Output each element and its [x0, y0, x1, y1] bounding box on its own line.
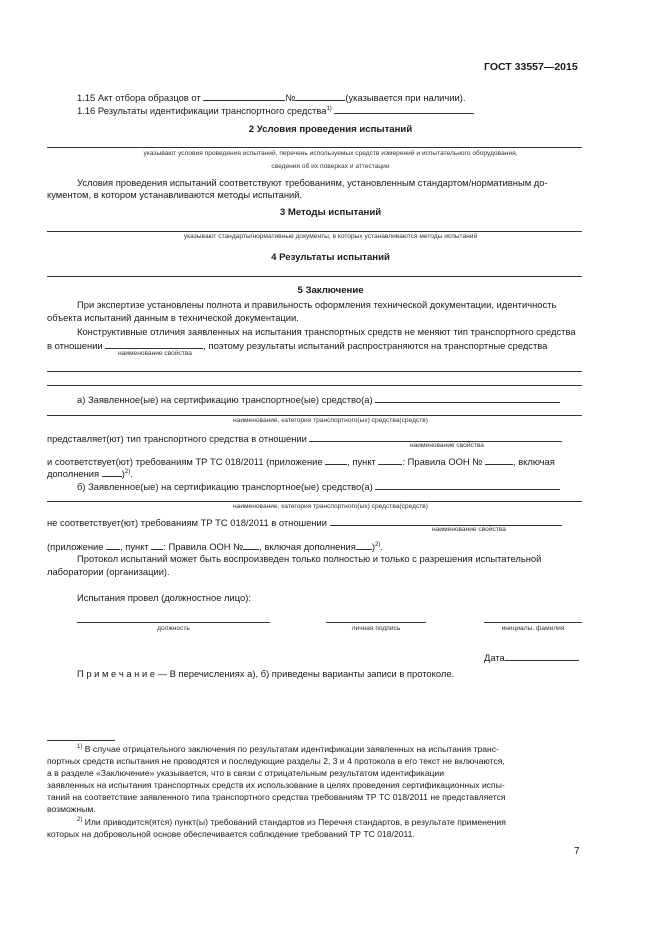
footnote-2-l1: $^{2)}$ Или приводится(ятся) пункт(ы) требований стандартов из Перечня стандартов, в результате применения [77, 817, 506, 827]
variant-a-conformity: и соответствует(ют) требованиям ТР ТС 018/2011 (приложение , пункт : Правила ООН № , включая [47, 456, 555, 467]
name-caption: инициалы, фамилия [501, 625, 565, 632]
section-2-para-1: Условия проведения испытаний соответствуют требованиям, установленным стандартом/нормативным до- [77, 177, 548, 188]
date-field: Дата [484, 651, 579, 664]
protocol-reproduction-l1: Протокол испытаний может быть воспроизведен только полностью и только с разрешения испытательной [77, 553, 542, 564]
section-4-fill-line [47, 276, 582, 277]
section-4-title: 4 Результаты испытаний [271, 252, 390, 263]
section-5-p1-l2: объекта испытаний данным в технической документации. [47, 312, 299, 323]
footnote-1-l5: таний на соответствие заявленного типа транспортного средства требованиям ТР ТС 018/2011 не представляется [47, 792, 506, 802]
section-3-title: 3 Методы испытаний [279, 207, 382, 218]
note: П р и м е ч а н и е — В перечислениях а), б) приведены варианты записи в протоколе. [77, 668, 455, 679]
section-5-title: 5 Заключение [297, 285, 364, 296]
position-caption: должность [157, 625, 190, 632]
footnote-1-l3: а в разделе «Заключение» указывается, что в связи с отрицательным результатом идентификации [47, 768, 445, 778]
variant-a-label: а) Заявленное(ые) на сертификацию транспортное(ые) средство(а) [77, 393, 560, 406]
footnote-separator [47, 740, 115, 741]
footnote-1-l2: портных средств испытания не проводятся и последующие разделы 2, 3 и 4 протокола в его текст не включаются, [47, 756, 505, 766]
footnote-1-l1: $^{1)}$ В случае отрицательного заключения по результатам идентификации заявленных на испытания транс- [77, 744, 499, 754]
variant-a-fill-line [47, 415, 582, 416]
footnote-1-l4: заявленных на испытания транспортных средств их использование в целях проведения сертификационных испы- [47, 780, 505, 790]
variant-b-fill-line [47, 501, 582, 502]
section-2-fill-line [47, 147, 582, 148]
footnote-1-l6: возможным. [47, 804, 96, 814]
section-3-hint: указывают стандарты/нормативные документы, в которых устанавливаются методы испытаний [183, 233, 478, 240]
section-2-hint-1: указывают условия проведения испытаний, перечень используемых средств измерений и испытательного оборудования, [143, 150, 518, 157]
section-5-p2-l1: Конструктивные отличия заявленных на испытания транспортных средств не меняют тип транспортного средства [77, 326, 576, 337]
variant-a-represents: представляет(ют) тип транспортного средства в отношении [47, 432, 562, 445]
item-1-15: 1.15 Акт отбора образцов от № (указывается при наличии). [77, 92, 466, 103]
doc-code: ГОСТ 33557—2015 [484, 61, 578, 73]
item-1-16: 1.16 Результаты идентификации транспортного средства$^{1)}$ [77, 104, 474, 117]
section-5-p1-l1: При экспертизе установлены полнота и правильность оформления технической документации, идентичность [77, 299, 557, 310]
section-3-fill-line [47, 231, 582, 232]
section-2-hint-2: сведения об их поверках и аттестации [271, 163, 390, 170]
variant-b-label: б) Заявленное(ые) на сертификацию транспортное(ые) средство(а) [77, 480, 560, 493]
signature-caption: личная подпись [351, 625, 401, 632]
tested-by-label: Испытания провел (должностное лицо): [77, 592, 251, 603]
section-5-fill-line-1 [47, 371, 582, 372]
variant-b-nonconformity: не соответствует(ют) требованиям ТР ТС 018/2011 в отношении [47, 516, 562, 529]
section-2-title: 2 Условия проведения испытаний [248, 124, 413, 135]
footnote-2-l2: которых на добровольной основе обеспечивается соблюдение требований ТР ТС 018/2011. [47, 829, 415, 839]
page-number: 7 [574, 846, 580, 857]
position-line [77, 622, 270, 623]
section-2-para-2: кументом, в котором устанавливаются методы испытаний. [47, 189, 303, 200]
variant-a-represents-hint: наименование свойства [410, 442, 484, 449]
signature-line [326, 622, 426, 623]
section-5-p2-hint: наименование свойства [118, 350, 192, 357]
name-line [484, 622, 582, 623]
variant-a-supplements: дополнения )$^{2)}$. [47, 468, 133, 479]
section-5-fill-line-2 [47, 385, 582, 386]
variant-b-hint: наименование, категория транспортного(ых) средства(средств) [233, 503, 428, 510]
variant-a-hint: наименование, категория транспортного(ых) средства(средств) [233, 417, 428, 424]
variant-b-nonconformity-hint: наименование свойства [432, 526, 506, 533]
section-5-p2-l2: в отношении , поэтому результаты испытаний распространяются на транспортные средства [47, 340, 548, 351]
protocol-reproduction-l2: лаборатории (организации). [47, 566, 170, 577]
variant-b-appendix: (приложение , пункт : Правила ООН № , включая дополнения )$^{2)}$. [47, 541, 383, 552]
